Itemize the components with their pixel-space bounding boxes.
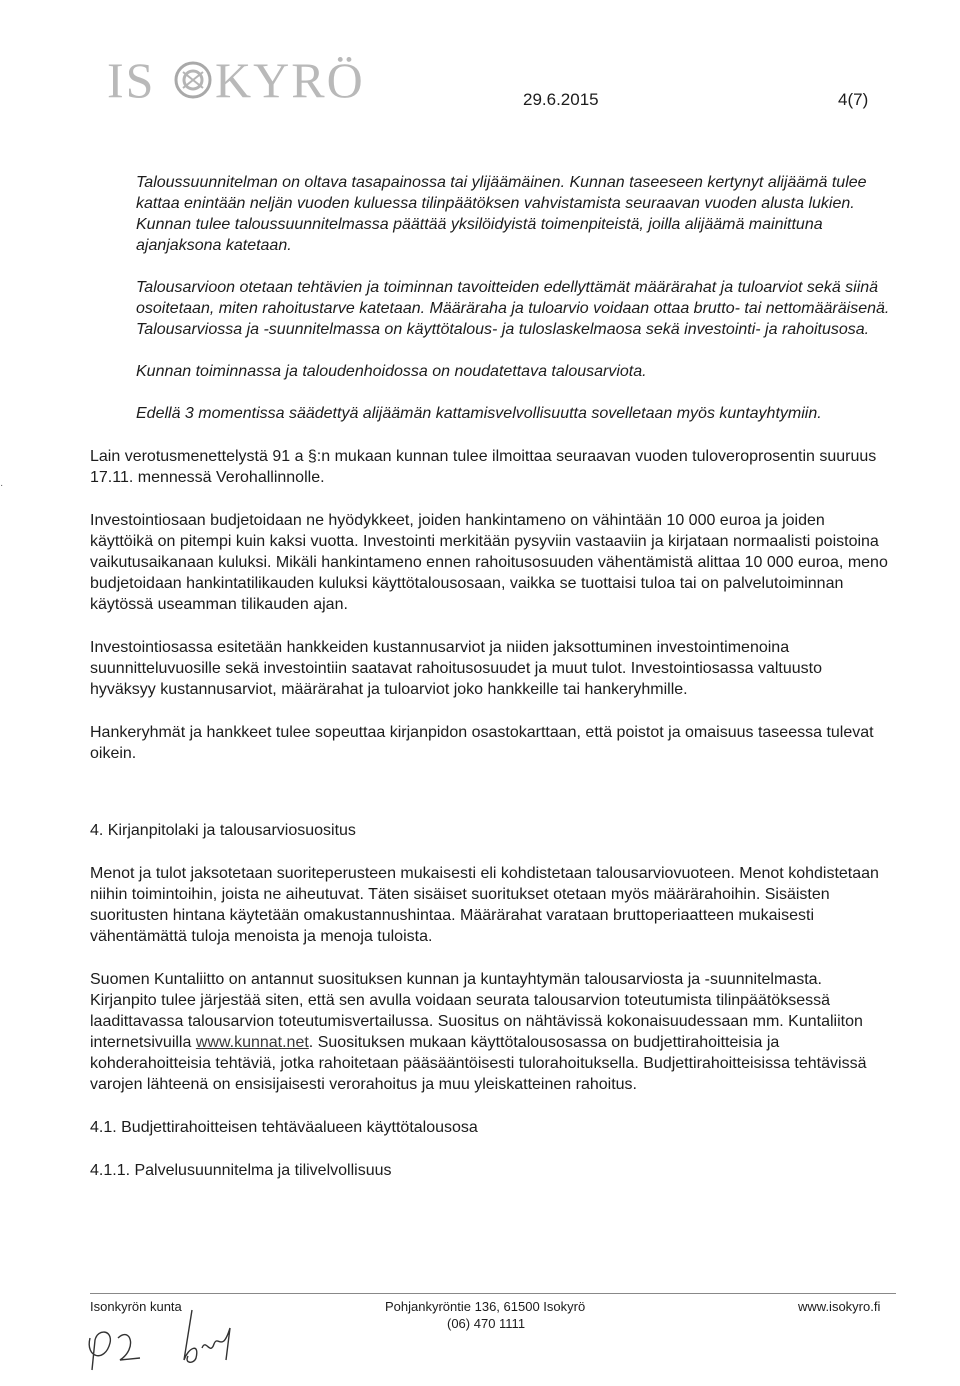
paragraph-veroprosentti: Lain verotusmenettelystä 91 a §:n mukaan kunnan tulee ilmoittaa seuraavan vuoden tuloveroprosentin suuruus 17.11. mennessä Verohallinnolle.: [90, 448, 877, 486]
paragraph-kuntayhtyma: Edellä 3 momentissa säädettyä alijäämän kattamisvelvollisuutta sovelletaan myös kuntayhtymiin.: [136, 405, 822, 422]
paragraph-text: Kunnan tulee taloussuunnitelmassa päättää yksilöidyistä toimenpiteistä, joilla alijäämä mainittuna ajanjaksona katetaan.: [136, 216, 823, 254]
section-heading-4-1: 4.1. Budjettirahoitteisen tehtäväalueen käyttötalousosa: [90, 1119, 478, 1136]
margin-mark: ·: [0, 480, 4, 491]
document-date: 29.6.2015: [523, 90, 599, 109]
isokyro-logo: [105, 42, 365, 112]
footer-org: Isonkyrön kunta: [90, 1299, 182, 1314]
svg-text:KYRÖ: KYRÖ: [215, 52, 365, 108]
paragraph-kustannusarviot: Investointiosassa esitetään hankkeiden kustannusarviot ja niiden jaksottuminen investointimenoina suunnitteluvuosille sekä investointiin saatavat rahoitusosuudet ja muut tulot. Investointiosassa valtuusto hyväksyy kustannusarviot, määrärahat ja tuloarviot joko hankkeille tai hankeryhmille.: [90, 639, 822, 698]
paragraph-text: Suomen Kuntaliitto on antannut suosituksen kunnan ja kuntayhtymän talousarviosta ja -suunnitelmasta. Kirjanpito tulee järjestää siten, että sen avulla voidaan seurata talousarvion toteutumista tilinpäätöksessä laadittavassa talousarvion toteutumisvertailussa. Suositus on nähtävissä kokonaisuudessaan mm. Kuntaliiton internetsivuilla: [90, 971, 863, 1051]
paragraph-noudatettava: Kunnan toiminnassa ja taloudenhoidossa on noudatettava talousarviota.: [136, 363, 647, 380]
paragraph-kuntaliitto: [90, 969, 892, 1095]
paragraph-talousarvio: Talousarvioon otetaan tehtävien ja toiminnan tavoitteiden edellyttämät määrärahat ja tuloarviot sekä siinä osoitetaan, miten rahoitustarve katetaan. Määräraha ja tuloarvio voidaan ottaa brutto- tai nettomääräisenä. Talousarviossa ja -suunnitelmassa on käyttötalous- ja tuloslaskelmaosa sekä investointi- ja rahoitusosa.: [136, 279, 890, 338]
paragraph-jaksotus: Menot ja tulot jaksotetaan suoriteperusteen mukaisesti eli kohdistetaan talousarviovuoteen. Menot kohdistetaan niihin toimintoihin, joista ne aiheutuvat. Täten sisäiset suoritukset otetaan myös määrärahoihin. Sisäisten suoritusten hintana käytetään omakustannushintaa. Määrärahat varataan bruttoperiaatteen mukaisesti vähentämättä tuloja menoista ja menoja tuloista.: [90, 865, 879, 945]
handwritten-initials: [80, 1308, 260, 1378]
paragraph-text: Taloussuunnitelman on oltava tasapainossa tai ylijäämäinen. Kunnan taseeseen kertynyt alijäämä tulee kattaa enintään neljän vuoden kuluessa tilinpäätöksen vahvistamista seuraavan vuoden alusta lukien.: [136, 174, 867, 212]
paragraph-hankeryhmat: Hankeryhmät ja hankkeet tulee sopeuttaa kirjanpidon osastokarttaan, että poistot ja omaisuus taseessa tulevat oikein.: [90, 724, 874, 762]
document-body: [90, 172, 892, 1181]
footer-contact: [385, 1298, 585, 1332]
section-heading-4: 4. Kirjanpitolaki ja talousarviosuositus: [90, 822, 356, 839]
paragraph-text: . Suosituksen mukaan käyttötalousosassa on budjettirahoitteisia ja kohderahoitteisia tehtäviä, jotka rahoitetaan pääsääntöisesti tulorahoituksella. Budjettirahoitteisissa tehtävissä varojen lähteenä on ensisijaisesti verorahoitus ja muu yleiskatteinen rahoitus.: [90, 1034, 867, 1093]
paragraph-investointiosa: Investointiosaan budjetoidaan ne hyödykkeet, joiden hankintameno on vähintään 10 000 euroa ja joiden käyttöikä on pitempi kuin kaksi vuotta. Investointi merkitään pysyviin vastaaviin ja kirjataan normaalisti poistoina vaikutusaikanaan kuluksi. Mikäli hankintameno ennen rahoitusosuuden vähentämistä alittaa 10 000 euroa, meno budjetoidaan hankintatilikauden kuluksi käyttötalousosaan, vaikka se tuottaisi tuloa tai on palvelutoiminnan käytössä useamman tilikauden ajan.: [90, 512, 888, 613]
paragraph-taloussuunnitelma: [90, 172, 892, 256]
section-heading-4-1-1: 4.1.1. Palvelusuunnitelma ja tilivelvollisuus: [90, 1162, 392, 1179]
footer-address: Pohjankyröntie 136, 61500 Isokyrö: [385, 1299, 586, 1314]
footer-phone: (06) 470 1111: [447, 1316, 526, 1331]
footer-divider: [90, 1293, 896, 1294]
page-number: 4(7): [838, 90, 869, 109]
svg-text:IS: IS: [107, 52, 156, 108]
kunnat-link[interactable]: www.kunnat.net: [195, 1034, 309, 1051]
footer-website: www.isokyro.fi: [798, 1299, 881, 1314]
